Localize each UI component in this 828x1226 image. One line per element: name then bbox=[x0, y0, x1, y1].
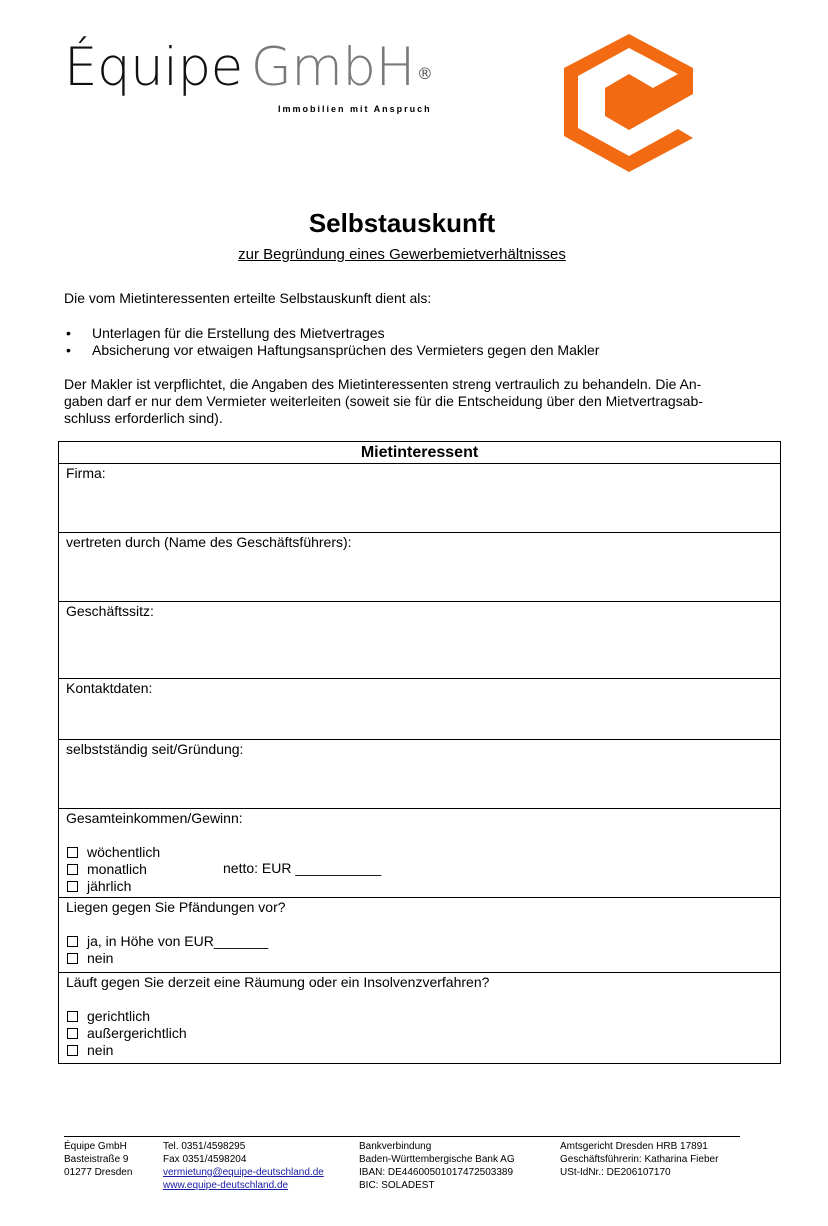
footer-company: Équipe GmbH Basteistraße 9 01277 Dresden bbox=[64, 1141, 133, 1178]
list-item: • Absicherung vor etwaigen Haftungsansprüchen des Vermieters gegen den Makler bbox=[64, 342, 599, 359]
representative-label: vertreten durch (Name des Geschäftsführers): bbox=[66, 534, 352, 550]
garnishment-option-no[interactable]: nein bbox=[66, 950, 773, 967]
checkbox-icon[interactable] bbox=[67, 1011, 78, 1022]
eviction-option-no[interactable]: nein bbox=[66, 1042, 773, 1059]
checkbox-icon[interactable] bbox=[67, 953, 78, 964]
firma-field[interactable] bbox=[59, 464, 780, 533]
purpose-list bbox=[64, 325, 599, 359]
checkbox-icon[interactable] bbox=[67, 881, 78, 892]
brand-name-part2: GmbH bbox=[250, 37, 415, 98]
applicant-form bbox=[58, 441, 781, 1064]
confidentiality-line: Der Makler ist verpflichtet, die Angaben des Mietinteressenten streng vertraulich zu behandeln. Die An- bbox=[64, 376, 702, 392]
eviction-option-judicial[interactable]: gerichtlich bbox=[66, 1008, 773, 1025]
income-label: Gesamteinkommen/Gewinn: bbox=[66, 810, 243, 826]
garnishment-option-yes[interactable]: ja, in Höhe von EUR_______ bbox=[66, 933, 773, 950]
eviction-insolvency-section bbox=[59, 973, 780, 1063]
business-address-field[interactable] bbox=[59, 602, 780, 679]
confidentiality-line: gaben darf er nur dem Vermieter weiterleiten (soweit sie für die Entscheidung über den Mietvertragsab- bbox=[64, 393, 703, 409]
checkbox-icon[interactable] bbox=[67, 1045, 78, 1056]
footer-divider bbox=[64, 1136, 740, 1137]
form-header: Mietinteressent bbox=[59, 442, 780, 464]
page-subtitle: zur Begründung eines Gewerbemietverhältnisses bbox=[238, 246, 566, 263]
business-address-label: Geschäftssitz: bbox=[66, 603, 154, 619]
page-title: Selbstauskunft bbox=[308, 208, 496, 238]
net-income-field[interactable]: netto: EUR ___________ bbox=[223, 860, 382, 876]
income-option-yearly[interactable]: jährlich bbox=[66, 878, 773, 895]
checkbox-icon[interactable] bbox=[67, 864, 78, 875]
brand-name-part1: Équipe bbox=[64, 37, 243, 98]
checkbox-icon[interactable] bbox=[67, 936, 78, 947]
footer-register: Amtsgericht Dresden HRB 17891 Geschäftsführerin: Katharina Fieber USt-IdNr.: DE206107170 bbox=[560, 1141, 719, 1178]
equipe-logo-icon bbox=[560, 32, 698, 172]
checkbox-icon[interactable] bbox=[67, 847, 78, 858]
confidentiality-text bbox=[64, 376, 744, 427]
registered-mark: ® bbox=[416, 64, 433, 83]
income-option-monthly[interactable]: monatlich bbox=[66, 861, 773, 878]
brand-wordmark bbox=[64, 38, 432, 98]
garnishment-label: Liegen gegen Sie Pfändungen vor? bbox=[66, 899, 286, 915]
checkbox-icon[interactable] bbox=[67, 1028, 78, 1039]
list-item: • Unterlagen für die Erstellung des Mietvertrages bbox=[64, 325, 599, 342]
income-option-weekly[interactable]: wöchentlich bbox=[66, 844, 773, 861]
brand-tagline: Immobilien mit Anspruch bbox=[278, 104, 432, 114]
website-link[interactable]: www.equipe-deutschland.de bbox=[163, 1180, 289, 1191]
eviction-option-extrajudicial[interactable]: außergerichtlich bbox=[66, 1025, 773, 1042]
confidentiality-line: schluss erforderlich sind). bbox=[64, 410, 223, 426]
income-section bbox=[59, 809, 780, 898]
self-employed-since-label: selbstständig seit/Gründung: bbox=[66, 741, 244, 757]
footer-contact: Tel. 0351/4598295 Fax 0351/4598204 vermietung@equipe-deutschland.de www.equipe-deutschland.de bbox=[163, 1141, 324, 1191]
garnishment-section bbox=[59, 898, 780, 973]
self-employed-since-field[interactable] bbox=[59, 740, 780, 809]
contact-field[interactable] bbox=[59, 679, 780, 740]
representative-field[interactable] bbox=[59, 533, 780, 602]
email-link[interactable]: vermietung@equipe-deutschland.de bbox=[163, 1167, 324, 1178]
contact-label: Kontaktdaten: bbox=[66, 680, 153, 696]
intro-text: Die vom Mietinteressenten erteilte Selbstauskunft dient als: bbox=[64, 290, 432, 306]
footer-bank: Bankverbindung Baden-Württembergische Bank AG IBAN: DE44600501017472503389 BIC: SOLADEST bbox=[359, 1141, 515, 1191]
firma-label: Firma: bbox=[66, 465, 106, 481]
eviction-label: Läuft gegen Sie derzeit eine Räumung oder ein Insolvenzverfahren? bbox=[66, 974, 490, 990]
